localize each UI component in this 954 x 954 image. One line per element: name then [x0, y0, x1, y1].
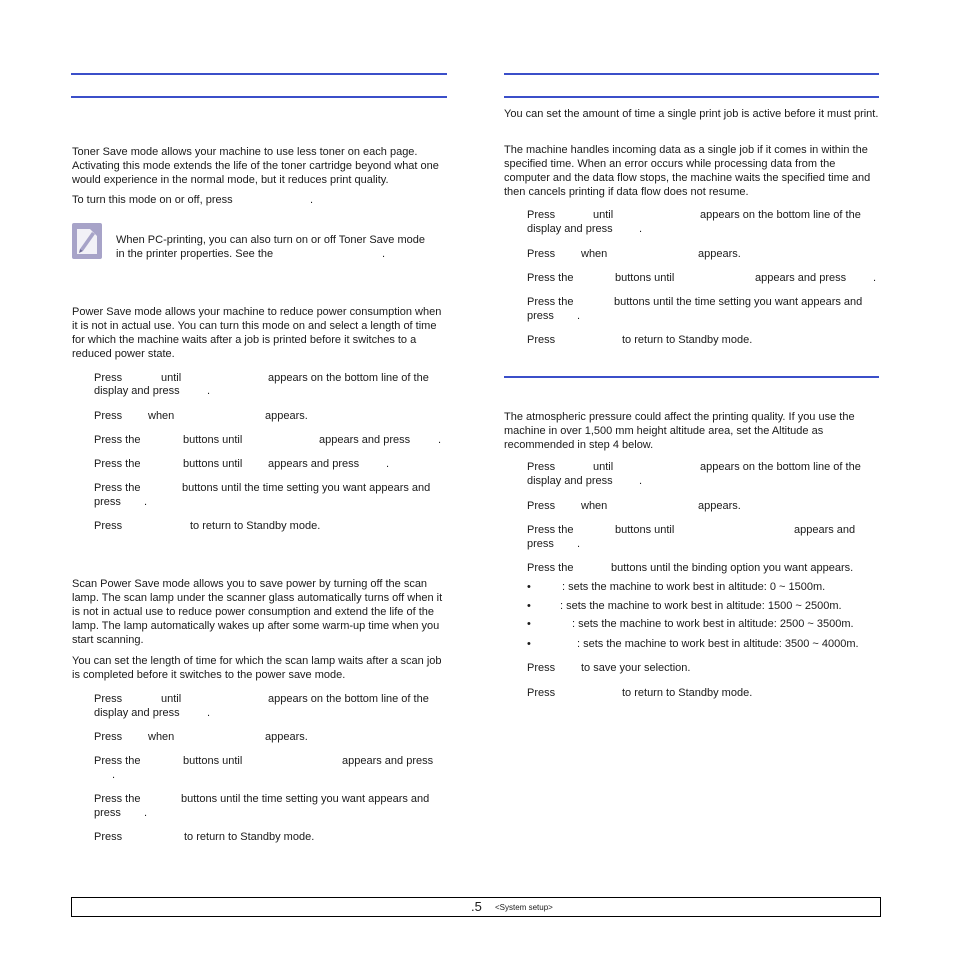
timeout-step1-press: Press — [527, 209, 556, 221]
power-step6-press: Press — [94, 520, 123, 532]
power-step3-appears: appears and press — [319, 434, 411, 446]
power-step3-press: Press the — [94, 434, 141, 446]
section-rule-altitude — [504, 376, 879, 378]
altitude-step6-press: Press — [527, 687, 556, 699]
altitude-step3-press: Press the — [527, 524, 574, 536]
altitude-option-2: : sets the machine to work best in altitude: 1500 ~ 2500m. — [560, 600, 842, 612]
timeout-step1-display: display and press — [527, 223, 613, 235]
scan-step1-display: display and press — [94, 707, 180, 719]
altitude-step4-buttons: buttons until the binding option you want appears. — [611, 562, 854, 574]
toner-toggle-period: . — [310, 194, 314, 206]
power-step4-period: . — [386, 458, 390, 470]
altitude-step6-return: to return to Standby mode. — [622, 687, 753, 699]
altitude-option-4: : sets the machine to work best in altitude: 3500 ~ 4000m. — [577, 638, 859, 650]
timeout-step5-return: to return to Standby mode. — [622, 334, 753, 346]
altitude-step5-press: Press — [527, 662, 556, 674]
timeout-step5-press: Press — [527, 334, 556, 346]
power-step3-buttons: buttons until — [183, 434, 243, 446]
power-step5-press: Press the — [94, 482, 141, 494]
power-step1-period: . — [207, 385, 211, 397]
power-step2-appears: appears. — [265, 410, 308, 422]
altitude-step3-appears: appears and — [794, 524, 856, 536]
section-rule-timeout — [504, 96, 879, 98]
power-step3-period: . — [438, 434, 442, 446]
page-number: .5 — [471, 899, 482, 914]
toner-save-description: Toner Save mode allows your machine to use less toner on each page. Activating this mode extends the life of the toner cartridge beyond what one would experience in the normal mode, but it reduces print quality. — [72, 146, 439, 186]
note-text-line1: When PC-printing, you can also turn on or off Toner Save mode — [116, 234, 425, 246]
scan-power-save-description: Scan Power Save mode allows you to save power by turning off the scan lamp. The scan lamp under the scanner glass automatically turns off when it is not in actual use to reduce power consumption and extend the life of the lamp. The lamp automatically wakes up after some warm-up time when you start scanning. — [72, 578, 443, 646]
power-step5-buttons: buttons until the time setting you want appears and — [182, 482, 431, 494]
altitude-step3-press2: press — [527, 538, 554, 550]
section-rule-top-right — [504, 73, 879, 75]
power-step2-when: when — [148, 410, 175, 422]
timeout-step4-press: Press the — [527, 296, 574, 308]
scan-step4-period: . — [144, 807, 148, 819]
scan-step3-buttons: buttons until — [183, 755, 243, 767]
timeout-description: You can set the amount of time a single print job is active before it must print. — [504, 108, 879, 120]
altitude-step3-period: . — [577, 538, 581, 550]
scan-step4-press: Press the — [94, 793, 141, 805]
timeout-step2-press: Press — [527, 248, 556, 260]
scan-power-save-description-2: You can set the length of time for which the scan lamp waits after a scan job is completed before it switches to the power save mode. — [72, 655, 442, 681]
power-save-description: Power Save mode allows your machine to reduce power consumption when it is not in actual use. You can turn this mode on and select a length of time for which the machine waits after a job is printed before it switches to a reduced power state. — [72, 306, 442, 360]
power-step4-press: Press the — [94, 458, 141, 470]
timeout-step3-buttons: buttons until — [615, 272, 675, 284]
timeout-step4-period: . — [577, 310, 581, 322]
power-step1-press: Press — [94, 372, 123, 384]
altitude-step3-buttons: buttons until — [615, 524, 675, 536]
scan-step2-press: Press — [94, 731, 123, 743]
section-rule-top — [71, 73, 447, 75]
altitude-step1-press: Press — [527, 461, 556, 473]
altitude-step2-when: when — [581, 500, 608, 512]
altitude-bullet-mark: • — [527, 581, 531, 593]
altitude-option-3: : sets the machine to work best in altitude: 2500 ~ 3500m. — [572, 618, 854, 630]
power-step5-period: . — [144, 496, 148, 508]
timeout-step4-buttons: buttons until the time setting you want appears and — [614, 296, 863, 308]
power-step4-appears: appears and press — [268, 458, 360, 470]
note-text-period: . — [382, 248, 386, 260]
scan-step5-press: Press — [94, 831, 123, 843]
section-rule-toner — [71, 96, 447, 98]
altitude-bullet-mark: • — [527, 638, 531, 650]
power-step2-press: Press — [94, 410, 123, 422]
scan-step2-appears: appears. — [265, 731, 308, 743]
power-step4-buttons: buttons until — [183, 458, 243, 470]
note-text-line2: in the printer properties. See the — [116, 248, 274, 260]
scan-step1-until: until — [161, 693, 182, 705]
altitude-step1-display: display and press — [527, 475, 613, 487]
altitude-step2-press: Press — [527, 500, 556, 512]
altitude-step5-save: to save your selection. — [581, 662, 691, 674]
altitude-description: The atmospheric pressure could affect the printing quality. If you use the machine in over 1,500 mm height altitude area, set the Altitude as recommended in step 4 below. — [504, 411, 855, 451]
altitude-bullet-mark: • — [527, 600, 531, 612]
timeout-step3-appears: appears and press — [755, 272, 847, 284]
timeout-step1-period: . — [639, 223, 643, 235]
power-step6-return: to return to Standby mode. — [190, 520, 321, 532]
footer-section-title: <System setup> — [495, 903, 553, 912]
altitude-option-1: : sets the machine to work best in altitude: 0 ~ 1500m. — [562, 581, 826, 593]
altitude-step1-appears: appears on the bottom line of the — [700, 461, 861, 473]
timeout-step3-press: Press the — [527, 272, 574, 284]
scan-step5-return: to return to Standby mode. — [184, 831, 315, 843]
power-step1-appears: appears on the bottom line of the — [268, 372, 429, 384]
altitude-step4-press: Press the — [527, 562, 574, 574]
toner-toggle-text: To turn this mode on or off, press — [72, 194, 233, 206]
power-step1-display: display and press — [94, 385, 180, 397]
scan-step3-period: . — [112, 769, 116, 781]
timeout-step2-when: when — [581, 248, 608, 260]
timeout-step4-press2: press — [527, 310, 554, 322]
altitude-step1-until: until — [593, 461, 614, 473]
power-step1-until: until — [161, 372, 182, 384]
scan-step2-when: when — [148, 731, 175, 743]
timeout-step1-until: until — [593, 209, 614, 221]
timeout-step1-appears: appears on the bottom line of the — [700, 209, 861, 221]
altitude-bullet-mark: • — [527, 618, 531, 630]
timeout-step2-appears: appears. — [698, 248, 741, 260]
scan-step3-appears: appears and press — [342, 755, 434, 767]
altitude-step1-period: . — [639, 475, 643, 487]
altitude-step2-appears: appears. — [698, 500, 741, 512]
note-icon — [72, 223, 102, 259]
scan-step3-press: Press the — [94, 755, 141, 767]
scan-step1-appears: appears on the bottom line of the — [268, 693, 429, 705]
scan-step1-period: . — [207, 707, 211, 719]
timeout-description-2: The machine handles incoming data as a single job if it comes in within the specified time. When an error occurs while processing data from the computer and the data flow stops, the machine waits the specified time and then cancels printing if data flow does not resume. — [504, 144, 871, 198]
timeout-step3-period: . — [873, 272, 877, 284]
power-step5-press2: press — [94, 496, 121, 508]
scan-step4-buttons: buttons until the time setting you want appears and — [181, 793, 430, 805]
scan-step4-press2: press — [94, 807, 121, 819]
scan-step1-press: Press — [94, 693, 123, 705]
